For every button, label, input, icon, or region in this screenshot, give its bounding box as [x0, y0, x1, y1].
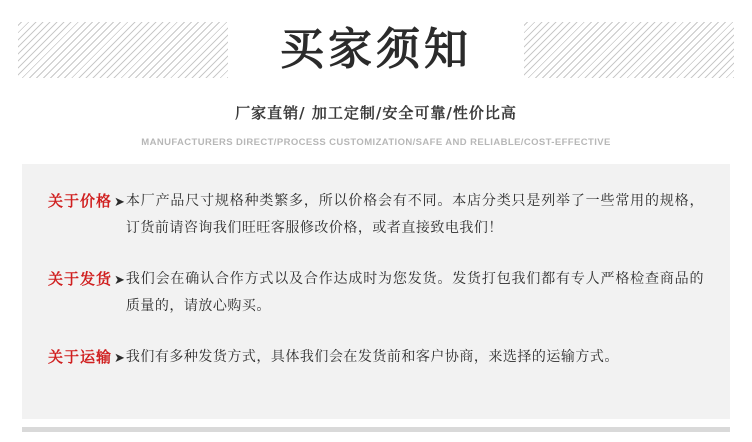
- notice-text-transport: 我们有多种发货方式，具体我们会在发货前和客户协商，来选择的运输方式。: [125, 349, 619, 365]
- header: [0, 0, 752, 160]
- notice-label-shipping: 关于发货: [48, 270, 113, 288]
- notice-label-transport: 关于运输: [48, 348, 113, 366]
- arrow-icon: ➤: [114, 194, 125, 209]
- footer-divider: [22, 427, 730, 432]
- subtitle-chinese: 厂家直销/ 加工定制/安全可靠/性价比高: [235, 104, 517, 122]
- hatch-pattern-left: [18, 22, 228, 78]
- title-row: [0, 14, 752, 86]
- arrow-icon: ➤: [114, 350, 125, 365]
- arrow-icon: ➤: [114, 272, 125, 287]
- notice-text-shipping: 我们会在确认合作方式以及合作达成时为您发货。发货打包我们都有专人严格检查商品的质量的，请放心购买。: [125, 271, 704, 314]
- hatch-pattern-right: [524, 22, 734, 78]
- notice-text-price: 本厂产品尺寸规格种类繁多，所以价格会有不同。本店分类只是列举了一些常用的规格，订货前请咨询我们旺旺客服修改价格，或者直接致电我们！: [125, 193, 704, 236]
- notice-item: [48, 266, 704, 320]
- notice-label-price: 关于价格: [48, 192, 113, 210]
- subtitle-english: MANUFACTURERS DIRECT/PROCESS CUSTOMIZATION/SAFE AND RELIABLE/COST-EFFECTIVE: [141, 137, 611, 148]
- notice-panel: [22, 164, 730, 419]
- notice-item: [48, 188, 704, 242]
- page-title: 买家须知: [258, 22, 494, 78]
- notice-item: [48, 344, 704, 371]
